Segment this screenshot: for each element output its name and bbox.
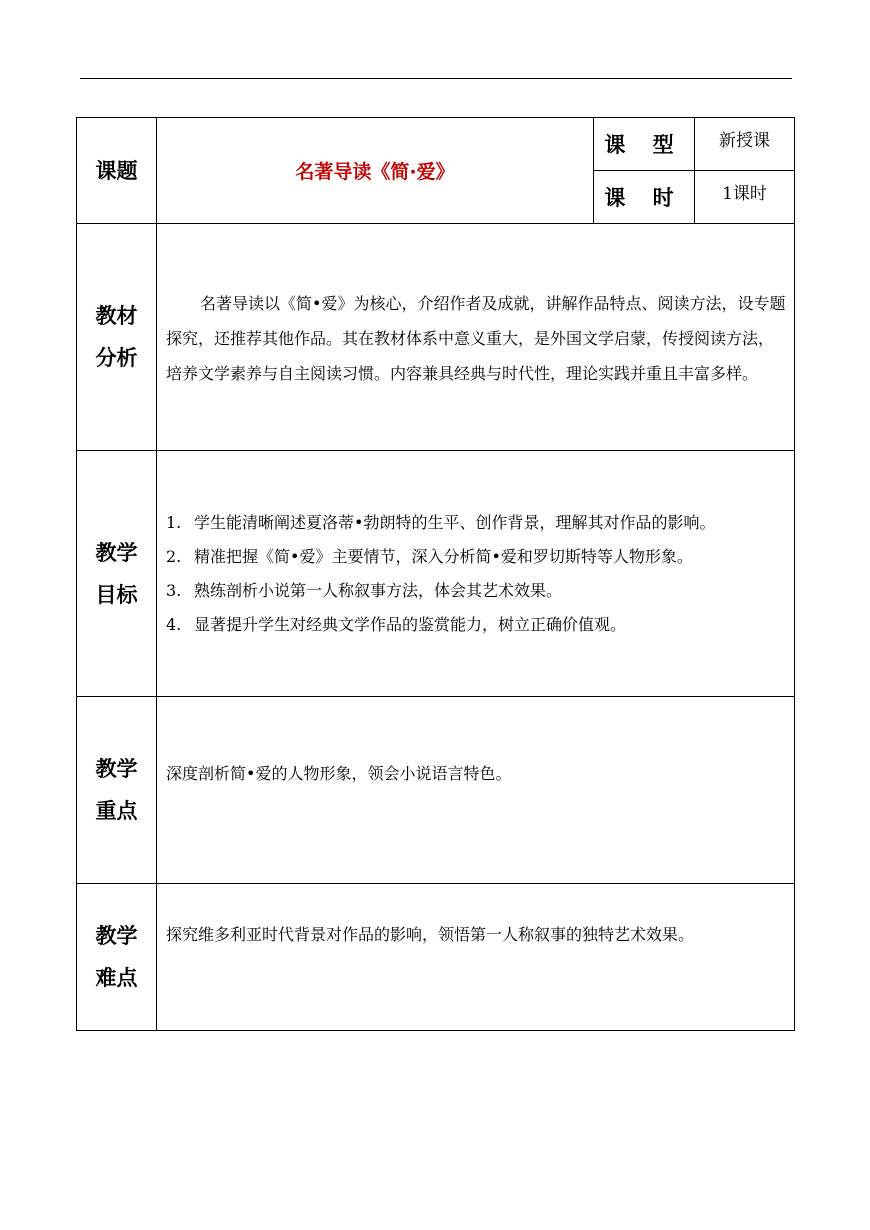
lesson-title: 名著导读《简·爱》 <box>157 118 594 224</box>
teaching-goals-content <box>157 451 795 697</box>
lesson-hours-value: 1课时 <box>695 171 795 224</box>
goals-list <box>166 506 786 642</box>
goal-item: 1. 学生能清晰阐述夏洛蒂•勃朗特的生平、创作背景，理解其对作品的影响。 <box>166 512 716 532</box>
goal-item: 4. 显著提升学生对经典文学作品的鉴赏能力，树立正确价值观。 <box>166 614 627 634</box>
material-analysis-text: 名著导读以《简•爱》为核心，介绍作者及成就，讲解作品特点、阅读方法，设专题探究，还推荐其他作品。其在教材体系中意义重大，是外国文学启蒙，传授阅读方法，培养文学素养与自主阅读习惯。内容兼具经典与时代性，理论实践并重且丰富多样。 <box>166 293 786 383</box>
difficulties-text: 探究维多利亚时代背景对作品的影响，领悟第一人称叙事的独特艺术效果。 <box>166 925 695 944</box>
material-label-line1: 教材 <box>95 304 138 328</box>
material-analysis-content <box>157 224 795 451</box>
goals-label-line1: 教学 <box>95 540 138 565</box>
goal-item: 2. 精准把握《简•爱》主要情节，深入分析简•爱和罗切斯特等人物形象。 <box>166 546 693 566</box>
diff-label-line1: 教学 <box>95 924 138 948</box>
key-points-text: 深度剖析简•爱的人物形象，领会小说语言特色。 <box>166 764 512 783</box>
key-points-label <box>77 697 157 884</box>
material-analysis-label <box>77 224 157 451</box>
key-label-line2: 重点 <box>95 799 138 823</box>
lesson-plan-table <box>76 117 795 1031</box>
key-label-line1: 教学 <box>95 757 138 781</box>
lesson-hours-label: 课 时 <box>594 171 695 224</box>
difficulties-content <box>157 884 795 1031</box>
teaching-goals-label <box>77 451 157 697</box>
header-rule <box>80 78 792 79</box>
key-points-content <box>157 697 795 884</box>
lesson-title-label: 课题 <box>77 118 157 224</box>
difficulties-label <box>77 884 157 1031</box>
goal-item: 3. 熟练剖析小说第一人称叙事方法，体会其艺术效果。 <box>166 580 563 600</box>
diff-label-line2: 难点 <box>95 966 138 990</box>
material-label-line2: 分析 <box>95 346 138 370</box>
lesson-type-label: 课 型 <box>594 118 695 171</box>
goals-label-line2: 目标 <box>95 582 138 607</box>
lesson-type-value: 新授课 <box>695 118 795 171</box>
